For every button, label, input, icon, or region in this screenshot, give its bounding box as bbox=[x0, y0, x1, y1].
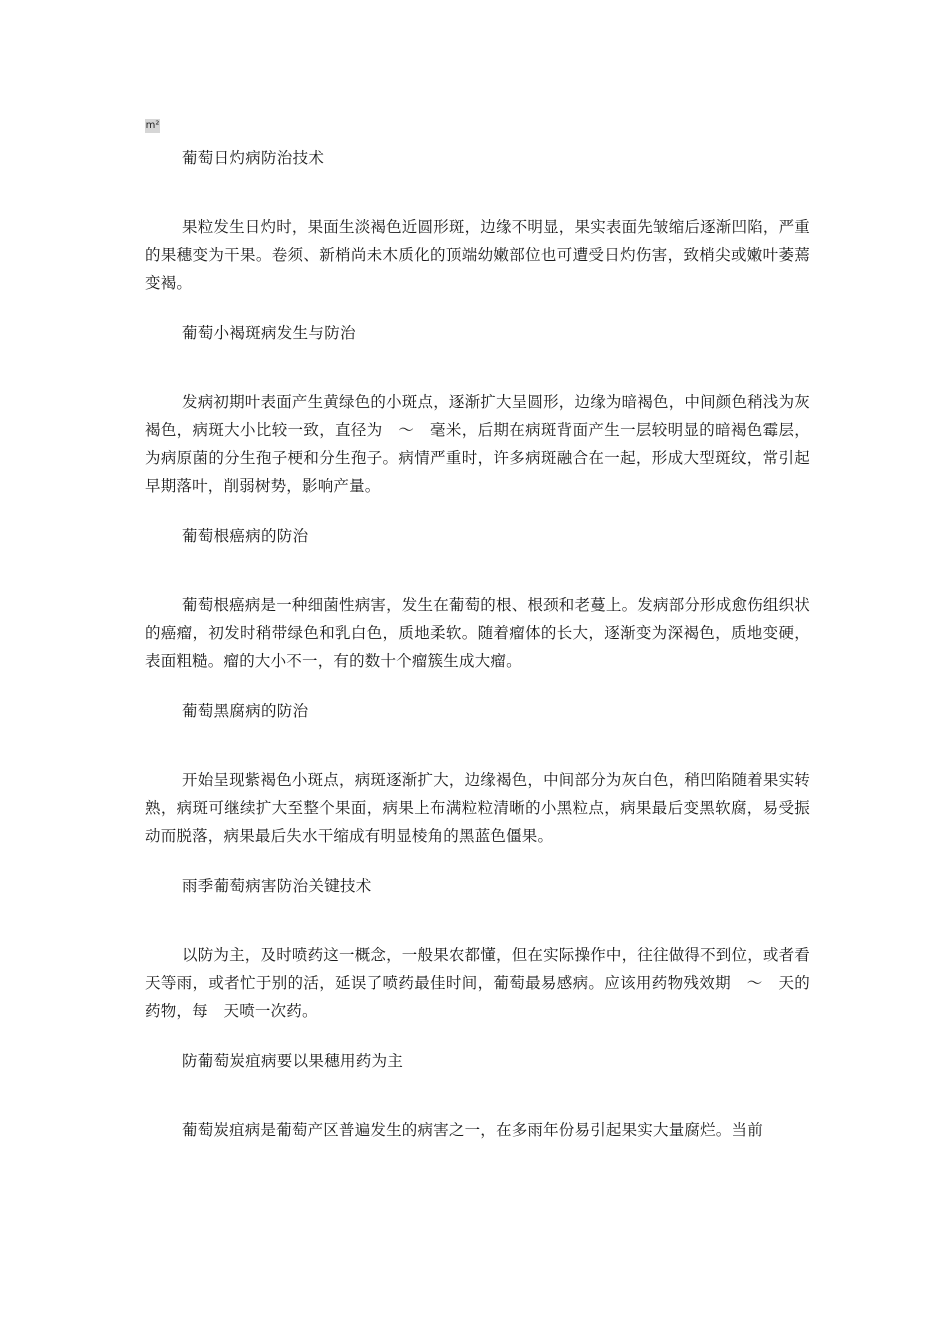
section-paragraph: 葡萄炭疽病是葡萄产区普遍发生的病害之一，在多雨年份易引起果实大量腐烂。当前 bbox=[182, 1121, 763, 1139]
section-heading: 葡萄日灼病防治技术 bbox=[182, 149, 325, 167]
section-black-rot bbox=[145, 693, 810, 868]
document-body bbox=[145, 140, 810, 1144]
section-heading: 防葡萄炭疽病要以果穗用药为主 bbox=[182, 1052, 404, 1070]
section-anthracnose bbox=[145, 1043, 810, 1144]
section-heading: 葡萄小褐斑病发生与防治 bbox=[182, 324, 356, 342]
corner-badge: m² bbox=[145, 120, 160, 131]
section-paragraph: 发病初期叶表面产生黄绿色的小斑点，逐渐扩大呈圆形，边缘为暗褐色，中间颜色稍浅为灰褐色，病斑大小比较一致，直径为 ～ 毫米，后期在病斑背面产生一层较明显的暗褐色霉层，为病原菌的分生孢子梗和分生孢子。病情严重时，许多病斑融合在一起，形成大型斑纹，常引起早期落叶，削弱树势，影响产量。 bbox=[145, 393, 811, 495]
section-paragraph: 果粒发生日灼时，果面生淡褐色近圆形斑，边缘不明显，果实表面先皱缩后逐渐凹陷，严重的果穗变为干果。卷须、新梢尚未木质化的顶端幼嫩部位也可遭受日灼伤害，致梢尖或嫩叶萎蔫变褐。 bbox=[145, 218, 811, 292]
section-rainy-season bbox=[145, 868, 810, 1043]
section-paragraph: 开始呈现紫褐色小斑点，病斑逐渐扩大，边缘褐色，中间部分为灰白色，稍凹陷随着果实转熟，病斑可继续扩大至整个果面，病果上布满粒粒清晰的小黑粒点，病果最后变黑软腐，易受振动而脱落，病果最后失水干缩成有明显棱角的黑蓝色僵果。 bbox=[145, 771, 811, 845]
section-paragraph: 葡萄根癌病是一种细菌性病害，发生在葡萄的根、根颈和老蔓上。发病部分形成愈伤组织状的癌瘤，初发时稍带绿色和乳白色，质地柔软。随着瘤体的长大，逐渐变为深褐色，质地变硬，表面粗糙。瘤的大小不一，有的数十个瘤簇生成大瘤。 bbox=[145, 596, 811, 670]
section-crown-gall bbox=[145, 518, 810, 693]
section-sunburn bbox=[145, 140, 810, 315]
section-small-brown-spot bbox=[145, 315, 810, 518]
section-paragraph: 以防为主，及时喷药这一概念，一般果农都懂，但在实际操作中，往往做得不到位，或者看天等雨，或者忙于别的活，延误了喷药最佳时间，葡萄最易感病。应该用药物残效期 ～ 天的药物，每 天喷一次药。 bbox=[145, 946, 811, 1020]
section-heading: 雨季葡萄病害防治关键技术 bbox=[182, 877, 372, 895]
section-heading: 葡萄根癌病的防治 bbox=[182, 527, 309, 545]
section-heading: 葡萄黑腐病的防治 bbox=[182, 702, 309, 720]
